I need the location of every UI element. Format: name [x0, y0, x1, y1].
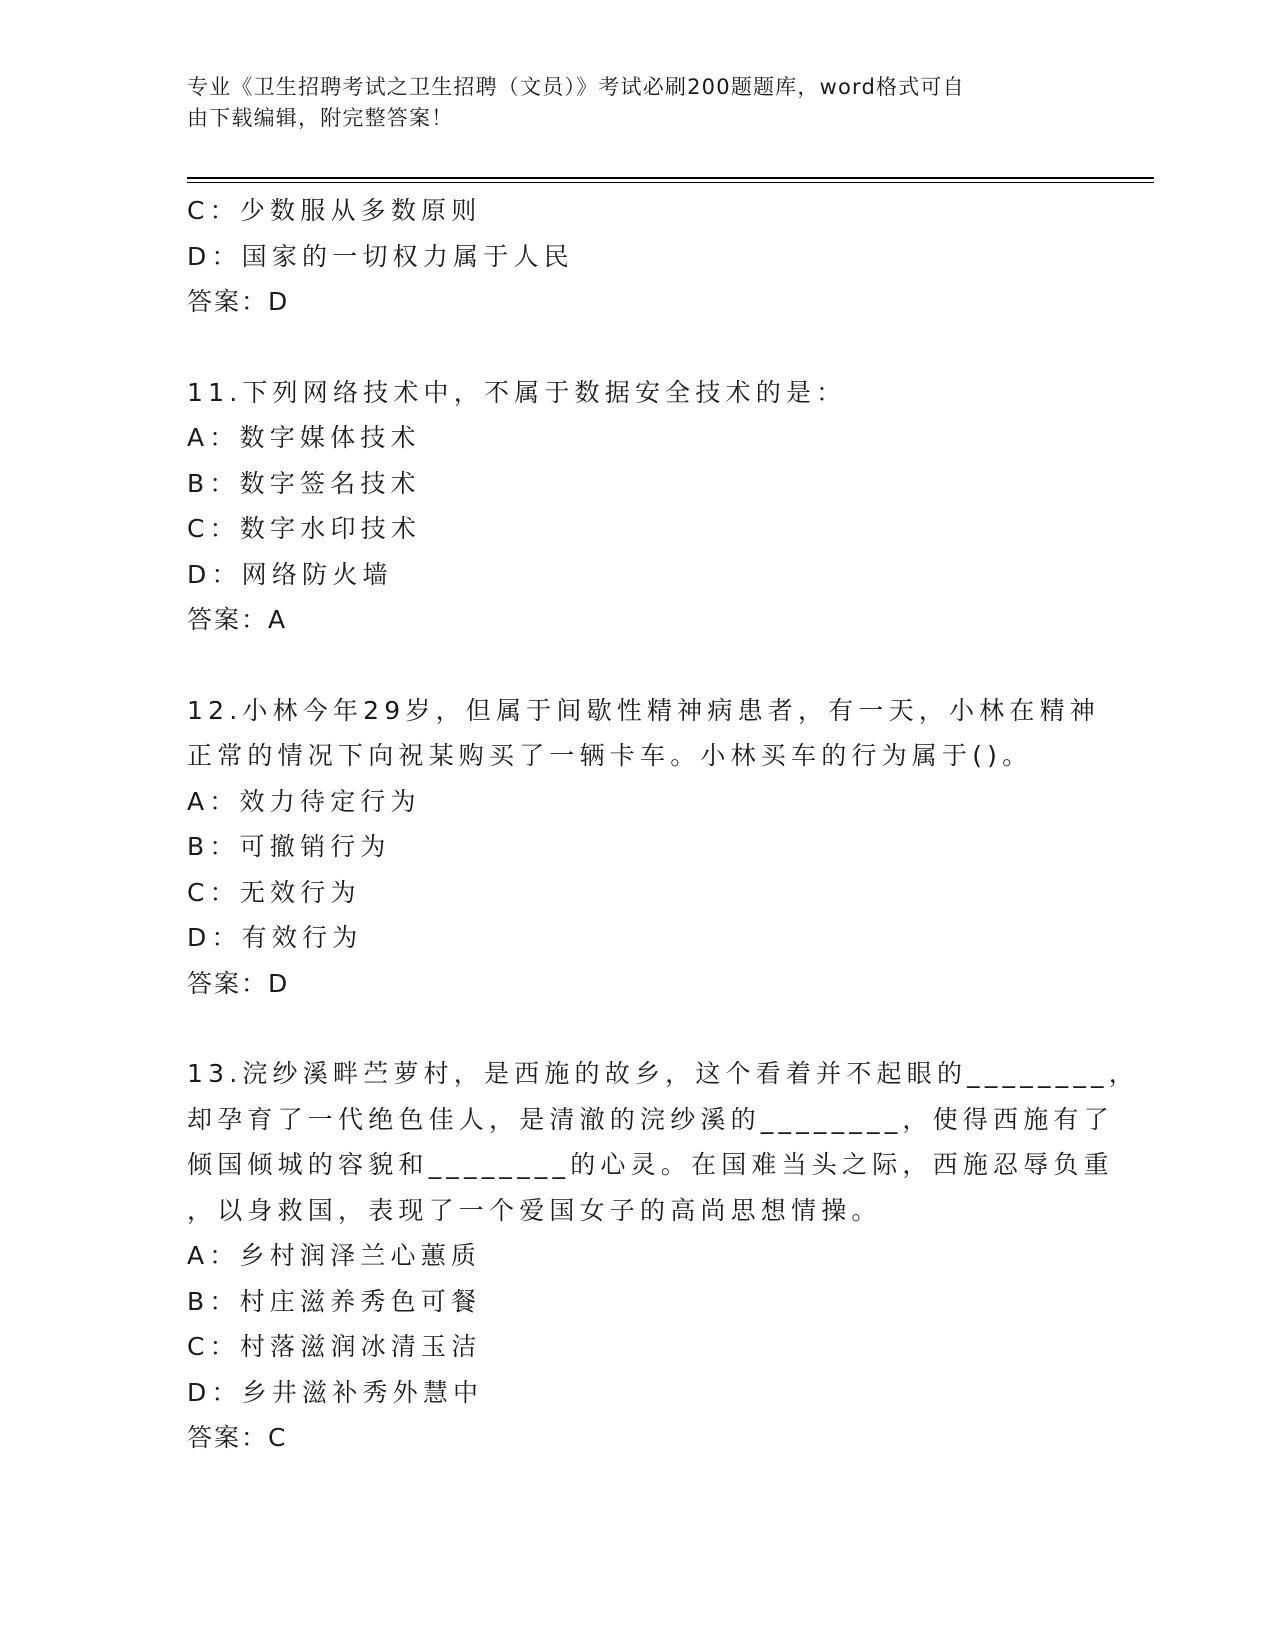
option-b: B：村庄滋养秀色可餐: [187, 1286, 482, 1316]
question-11: [187, 370, 1087, 643]
option-d: D：有效行为: [187, 923, 363, 952]
option-b: B：可撤销行为: [187, 832, 391, 861]
option-c: C：数字水印技术: [187, 514, 422, 543]
header-rule-thin: [187, 182, 1154, 183]
option-c: C：村落滋润冰清玉洁: [187, 1332, 482, 1361]
document-body: [187, 188, 1139, 1461]
answer: 答案：D: [187, 968, 290, 998]
question-text: 倾国倾城的容貌和________的心灵。在国难当头之际，西施忍辱负重: [187, 1150, 1114, 1179]
question-10-tail: [187, 188, 1087, 325]
option-b: B：数字签名技术: [187, 468, 421, 498]
question-text: 却孕育了一代绝色佳人，是清澈的浣纱溪的________，使得西施有了: [187, 1104, 1114, 1134]
question-text: 12.小林今年29岁，但属于间歇性精神病患者，有一天，小林在精神: [187, 695, 1100, 725]
question-12: [187, 688, 1100, 1007]
question-text: 正常的情况下向祝某购买了一辆卡车。小林买车的行为属于()。: [187, 741, 1033, 770]
option-d: D：网络防火墙: [187, 559, 393, 589]
question-13: [187, 1051, 1139, 1461]
question-text: 13.浣纱溪畔苎萝村，是西施的故乡，这个看着并不起眼的________，: [187, 1059, 1139, 1088]
option-c: C：少数服从多数原则: [187, 196, 482, 225]
header-rule-thick: [187, 177, 1154, 179]
question-text: 11.下列网络技术中，不属于数据安全技术的是：: [187, 377, 847, 407]
answer: 答案：C: [187, 1423, 288, 1452]
option-a: A：乡村润泽兰心蕙质: [187, 1241, 482, 1270]
option-c: C：无效行为: [187, 877, 361, 907]
option-a: A：效力待定行为: [187, 786, 421, 816]
document-header: [187, 72, 1067, 134]
header-line-1: 专业《卫生招聘考试之卫生招聘（文员）》考试必刷200题题库，word格式可自: [187, 75, 965, 99]
answer: 答案：D: [187, 287, 290, 316]
option-a: A：数字媒体技术: [187, 423, 421, 452]
option-d: D：国家的一切权力属于人民: [187, 241, 574, 271]
question-text: ，以身救国，表现了一个爱国女子的高尚思想情操。: [187, 1195, 882, 1225]
answer: 答案：A: [187, 605, 288, 634]
header-line-2: 由下载编辑，附完整答案！: [187, 106, 454, 130]
option-d: D：乡井滋补秀外慧中: [187, 1377, 484, 1407]
